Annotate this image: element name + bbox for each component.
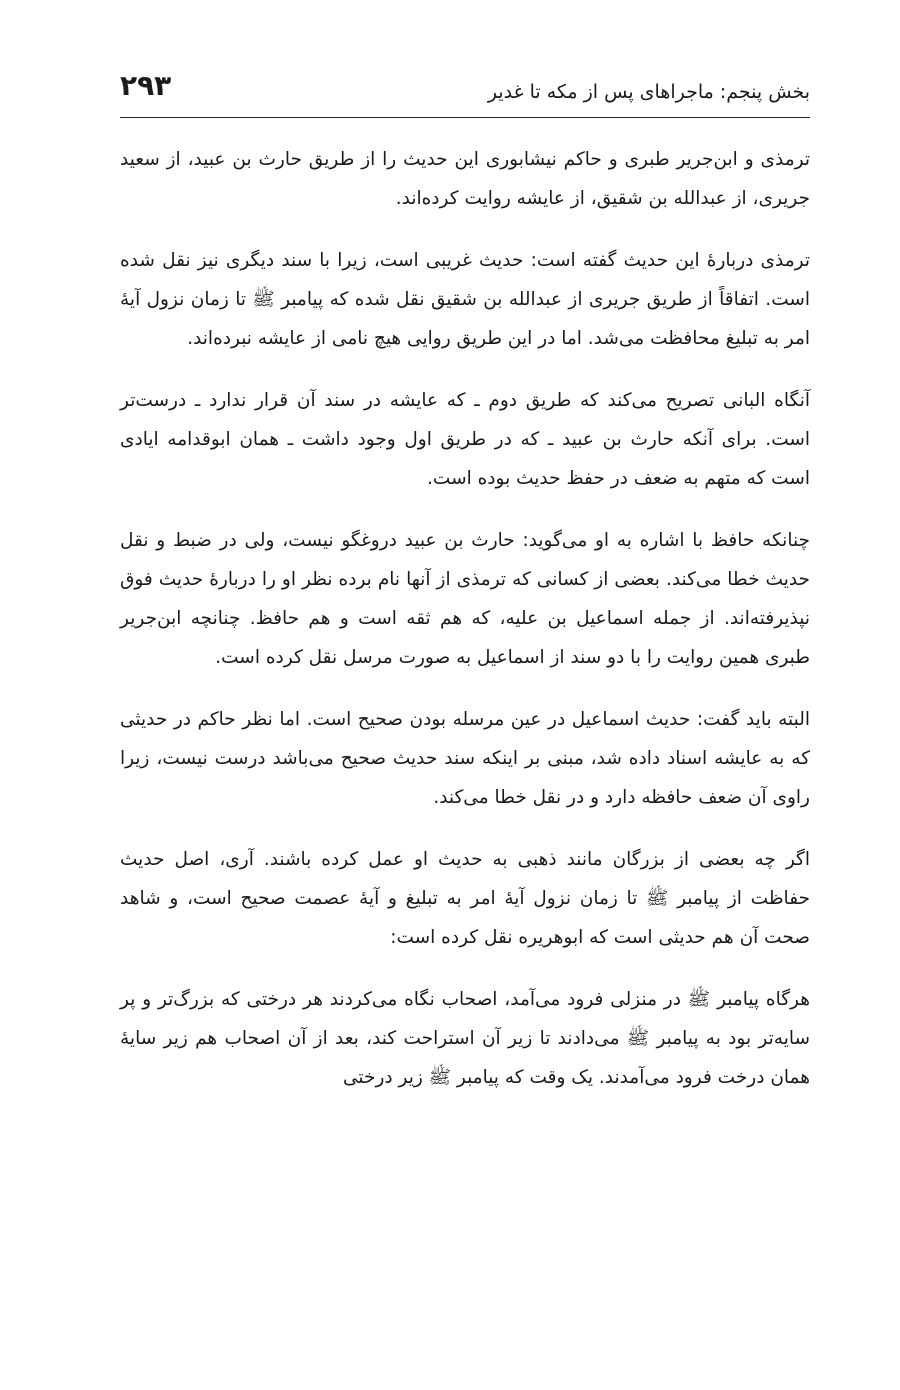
header-divider [120, 117, 810, 118]
paragraph: ترمذی و ابن‌جریر طبری و حاکم نیشابوری این حدیث را از طریق حارث بن عبید، از سعید جریری، از عبدالله بن شقیق، از عایشه روایت کرده‌اند. [120, 149, 810, 209]
paragraph: اگر چه بعضی از بزرگان مانند ذهبی به حدیث او عمل کرده باشند. آری، اصل حدیث حفاظت از پیامبر ﷺ تا زمان نزول آیهٔ امر به تبلیغ و آیهٔ عصمت صحیح است، و شاهد صحت آن هم حدیثی است که ابوهریره نقل کرده است: [120, 849, 810, 948]
page-body [120, 140, 810, 1120]
running-title: بخش پنجم: ماجراهای پس از مکه تا غدیر [487, 81, 810, 103]
paragraph: ترمذی دربارهٔ این حدیث گفته است: حدیث غریبی است، زیرا با سند دیگری نیز نقل شده است. اتفاقاً از طریق جریری از عبدالله بن شقیق نقل شده که پیامبر ﷺ تا زمان نزول آیهٔ امر به تبلیغ محافظت می‌شد. اما در این طریق روایی هیچ نامی از عایشه نبرده‌اند. [120, 250, 810, 349]
paragraph: چنانکه حافظ با اشاره به او می‌گوید: حارث بن عبید دروغگو نیست، ولی در ضبط و نقل حدیث خطا می‌کند. بعضی از کسانی که ترمذی از آنها نام برده نظر او را دربارهٔ حدیث فوق نپذیرفته‌اند. از جمله اسماعیل بن علیه، که هم ثقه است و هم حافظ. چنانچه ابن‌جریر طبری همین روایت را با دو سند از اسماعیل به صورت مرسل نقل کرده است. [120, 530, 810, 668]
page-header [120, 68, 810, 112]
paragraph: هرگاه پیامبر ﷺ در منزلی فرود می‌آمد، اصحاب نگاه می‌کردند هر درختی که بزرگ‌تر و پر سایه‌تر بود به پیامبر ﷺ می‌دادند تا زیر آن استراحت کند، بعد از آن اصحاب هم زیر سایهٔ همان درخت فرود می‌آمدند. یک وقت که پیامبر ﷺ زیر درختی [120, 989, 810, 1088]
paragraph: آنگاه البانی تصریح می‌کند که طریق دوم ـ که عایشه در سند آن قرار ندارد ـ درست‌تر است. برای آنکه حارث بن عبید ـ که در طریق اول وجود داشت ـ همان ابوقدامه ایادی است که متهم به ضعف در حفظ حدیث بوده است. [120, 390, 810, 489]
page-number: ۲۹۳ [120, 69, 172, 102]
paragraph: البته باید گفت: حدیث اسماعیل در عین مرسله بودن صحیح است. اما نظر حاکم در حدیثی که به عایشه اسناد داده شد، مبنی بر اینکه سند حدیث صحیح می‌باشد درست نیست، زیرا راوی آن ضعف حافظه دارد و در نقل خطا می‌کند. [120, 709, 810, 808]
